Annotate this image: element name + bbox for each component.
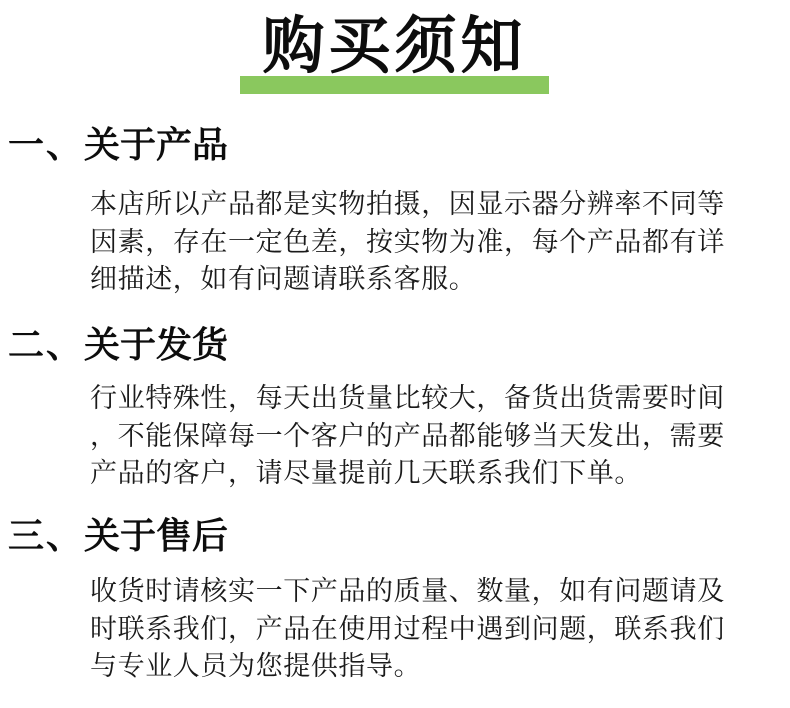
body-line: 收货时请核实一下产品的质量、数量，如有问题请及 bbox=[90, 576, 725, 607]
section-heading bbox=[8, 515, 228, 559]
body-line: 行业特殊性，每天出货量比较大，备货出货需要时间 bbox=[90, 383, 725, 414]
section-heading bbox=[8, 324, 228, 368]
section-body bbox=[90, 186, 765, 299]
body-line: 产品的客户，请尽量提前几天联系我们下单。 bbox=[90, 458, 642, 489]
section-heading-label: 关于售后 bbox=[84, 516, 229, 557]
body-line: 本店所以产品都是实物拍摄，因显示器分辨率不同等 bbox=[90, 189, 725, 220]
section-number: 二、 bbox=[8, 325, 85, 366]
body-line: 时联系我们，产品在使用过程中遇到问题，联系我们 bbox=[90, 613, 725, 645]
section-number: 三、 bbox=[8, 516, 85, 557]
body-line: 细描述，如有问题请联系客服。 bbox=[90, 264, 477, 295]
section-body bbox=[90, 573, 765, 686]
body-line: ，不能保障每一个客户的产品都能够当天发出，需要 bbox=[90, 420, 725, 452]
body-line: 与专业人员为您提供指导。 bbox=[90, 651, 422, 682]
section-number: 一、 bbox=[8, 125, 85, 166]
page-title: 购买须知 bbox=[262, 9, 527, 82]
section-heading-label: 关于发货 bbox=[84, 325, 229, 366]
section-heading-label: 关于产品 bbox=[84, 125, 229, 166]
body-line: 因素，存在一定色差，按实物为准，每个产品都有详 bbox=[90, 226, 725, 258]
section-heading bbox=[8, 124, 228, 168]
page-title-block bbox=[240, 6, 549, 92]
section-body bbox=[90, 380, 765, 493]
